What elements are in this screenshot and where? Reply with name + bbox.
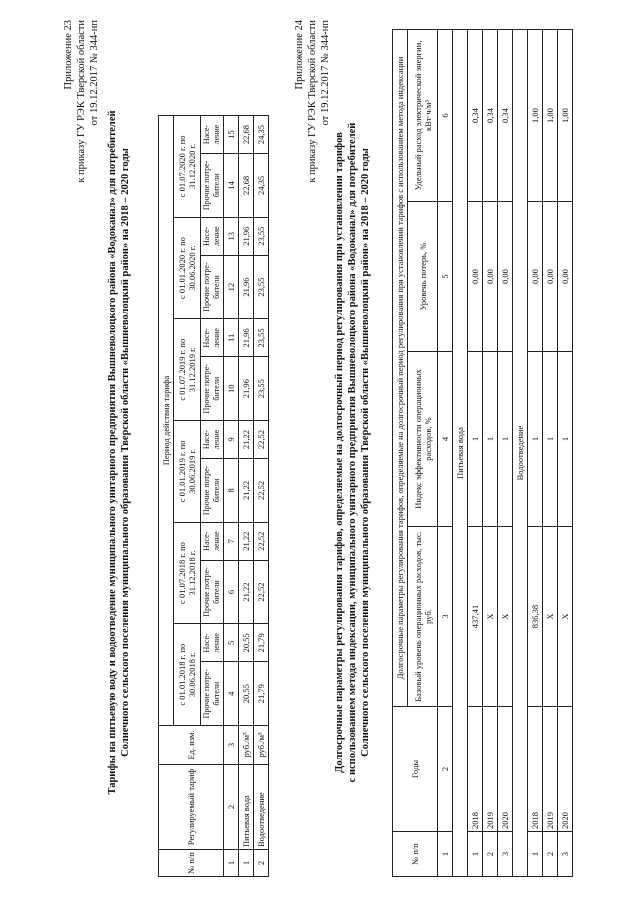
energy-consumption: 1,00: [528, 30, 543, 202]
loss-level: 0,00: [558, 202, 573, 352]
efficiency-index: 1: [498, 352, 513, 527]
column-number: 5: [438, 202, 453, 352]
tariff-value: 21,22: [239, 421, 254, 459]
tariff-value: 21,22: [239, 459, 254, 523]
column-number: 5: [224, 624, 239, 662]
loss-level: 0,00: [543, 202, 558, 352]
column-number: 4: [438, 352, 453, 527]
tariff-value: 21,96: [239, 217, 254, 255]
period-header-cell: с 01.01.2019 г. по 30.06.2019 г.: [174, 421, 201, 523]
column-number: 10: [224, 357, 239, 421]
appendix-23-date: от 19.12.2017 № 344-нп: [89, 20, 100, 126]
population-header: Насе-ление: [201, 522, 224, 560]
table2-title-line1: Долгосрочные параметры регулирования тарифов, определяемые на долгосрочный период регулирования при установлении тарифов: [334, 132, 345, 773]
tariff-value: 22,68: [239, 116, 254, 154]
params-table-header-row: [393, 30, 408, 877]
tariff-value: 23,55: [254, 217, 269, 255]
table-row: [558, 30, 573, 877]
appendix-24-date: от 19.12.2017 № 344-нп: [320, 20, 331, 126]
tariff-value: 23,55: [254, 357, 269, 421]
population-header: Насе-ление: [201, 217, 224, 255]
appendix-24-order: к приказу ГУ РЭК Тверской области: [307, 20, 318, 183]
tariff-value: 21,96: [239, 319, 254, 357]
base-opex: 437,41: [468, 527, 483, 707]
unit: руб./м³: [254, 726, 269, 765]
col-base-header: Базовый уровень операционных расходов, тыс. руб.: [408, 527, 438, 707]
base-opex: X: [558, 527, 573, 707]
tariff-value: 23,55: [254, 255, 269, 319]
table2-title-line3: Солнечного сельского поселения муниципального образования Тверской области «Вышневолоцкий район» на 2018 – 2020 годы: [360, 148, 371, 757]
population-header: Насе-ление: [201, 116, 224, 154]
other-consumers-header: Прочие потре-бители: [201, 459, 224, 523]
tariffs-table-header-row: [159, 116, 174, 877]
row-number: 2: [254, 850, 269, 877]
column-number: 13: [224, 217, 239, 255]
base-opex: X: [498, 527, 513, 707]
column-number: 2: [438, 707, 453, 832]
period-header-cell: с 01.01.2018 г. по 30.06.2018 г.: [174, 624, 201, 726]
col-years-header: Годы: [393, 707, 438, 832]
other-consumers-header: Прочие потре-бители: [201, 357, 224, 421]
year: 2019: [543, 707, 558, 832]
tariff-value: 20,55: [239, 624, 254, 662]
appendix-23-number: Приложение 23: [63, 20, 74, 90]
table1-title-line1: Тарифы на питьевую воду и водоотведение муниципального унитарного предприятия Вышневолоцкого района «Водоканал» для потребителей: [107, 110, 118, 795]
column-number: 11: [224, 319, 239, 357]
energy-consumption: 0,34: [468, 30, 483, 202]
period-header-cell: с 01.07.2019 г. по 31.12.2019 г.: [174, 319, 201, 421]
col-energy-header: Удельный расход электрической энергии, кВт·ч/м³: [408, 30, 438, 202]
column-number: 8: [224, 459, 239, 523]
column-number-row: [224, 116, 239, 877]
efficiency-index: 1: [543, 352, 558, 527]
year: 2020: [498, 707, 513, 832]
population-header: Насе-ление: [201, 624, 224, 662]
row-number: 2: [543, 832, 558, 877]
column-number: 4: [224, 662, 239, 726]
loss-level: 0,00: [498, 202, 513, 352]
table1-title-line2: Солнечного сельского поселения муниципального образования Тверской области «Вышневолоцкий район» на 2018 – 2020 годы: [120, 148, 131, 757]
year: 2018: [528, 707, 543, 832]
period-header-cell: с 01.01.2020 г. по 30.06.2020 г.: [174, 217, 201, 319]
column-number: 12: [224, 255, 239, 319]
efficiency-index: 1: [483, 352, 498, 527]
table-row: [543, 30, 558, 877]
period-header-cell: с 01.07.2018 г. по 31.12.2018 г.: [174, 522, 201, 624]
column-number: 9: [224, 421, 239, 459]
tariff-value: 21,22: [239, 560, 254, 624]
tariff-value: 21,79: [254, 662, 269, 726]
base-opex: 836,38: [528, 527, 543, 707]
row-number: 3: [498, 832, 513, 877]
loss-level: 0,00: [468, 202, 483, 352]
col-num-header: № п/п: [159, 850, 224, 877]
appendix-23-order: к приказу ГУ РЭК Тверской области: [76, 20, 87, 183]
tariff-value: 21,22: [239, 522, 254, 560]
row-number: 2: [483, 832, 498, 877]
section-row: [513, 30, 528, 877]
column-number-row: [438, 30, 453, 877]
appendix-24-number: Приложение 24: [294, 20, 305, 90]
population-header: Насе-ление: [201, 421, 224, 459]
col-index-header: Индекс эффективности операционных расходов, %: [408, 352, 438, 527]
energy-consumption: 1,00: [543, 30, 558, 202]
section-title: Водоотведение: [513, 30, 528, 877]
tariff-name: Водоотведение: [254, 765, 269, 850]
row-number: 1: [528, 832, 543, 877]
tariff-value: 22,52: [254, 459, 269, 523]
tariff-value: 21,96: [239, 255, 254, 319]
section-row: [453, 30, 468, 877]
loss-level: 0,00: [483, 202, 498, 352]
tariffs-table: [158, 115, 269, 877]
table-row: [498, 30, 513, 877]
column-number: 3: [224, 726, 239, 765]
column-number: 1: [438, 832, 453, 877]
other-consumers-header: Прочие потре-бители: [201, 154, 224, 218]
energy-consumption: 0,34: [483, 30, 498, 202]
appendix-24-header: [293, 20, 332, 183]
tariff-value: 22,52: [254, 560, 269, 624]
table1-title: [106, 14, 132, 891]
col-num-header: № п/п: [393, 832, 438, 877]
energy-consumption: 0,34: [498, 30, 513, 202]
tariff-name: Питьевая вода: [239, 765, 254, 850]
tariff-value: 22,52: [254, 421, 269, 459]
tariff-value: 21,79: [254, 624, 269, 662]
col-unit-header: Ед. изм.: [159, 726, 224, 765]
table-row: [468, 30, 483, 877]
table2-title-line2: с использованием метода индексации, муниципального унитарного предприятия Вышневолоцкого района «Водоканал» для потребителей: [347, 122, 358, 783]
tariff-value: 22,52: [254, 522, 269, 560]
column-number: 2: [224, 765, 239, 850]
tariff-value: 20,55: [239, 662, 254, 726]
efficiency-index: 1: [468, 352, 483, 527]
column-number: 14: [224, 154, 239, 218]
column-number: 15: [224, 116, 239, 154]
table-row: [254, 116, 269, 877]
column-number: 6: [438, 30, 453, 202]
energy-consumption: 1,00: [558, 30, 573, 202]
period-header-cell: с 01.07.2020 г. по 31.12.2020 г.: [174, 116, 201, 218]
efficiency-index: 1: [528, 352, 543, 527]
loss-level: 0,00: [528, 202, 543, 352]
base-opex: X: [483, 527, 498, 707]
tariff-value: 21,96: [239, 357, 254, 421]
appendix-23-header: [62, 20, 101, 183]
tariff-value: 23,55: [254, 319, 269, 357]
row-number: 1: [239, 850, 254, 877]
row-number: 1: [468, 832, 483, 877]
long-term-parameters-table: [392, 29, 573, 877]
group-header: Долгосрочные параметры регулирования тарифов, определяемые на долгосрочный период регулирования при установлении тарифов с использованием метода индексации: [393, 30, 408, 707]
other-consumers-header: Прочие потре-бители: [201, 560, 224, 624]
other-consumers-header: Прочие потре-бители: [201, 662, 224, 726]
row-number: 3: [558, 832, 573, 877]
tariff-value: 24,35: [254, 116, 269, 154]
table2-title: [333, 14, 372, 891]
column-number: 3: [438, 527, 453, 707]
population-header: Насе-ление: [201, 319, 224, 357]
section-title: Питьевая вода: [453, 30, 468, 877]
year: 2019: [483, 707, 498, 832]
table-row: [528, 30, 543, 877]
col-loss-header: Уровень потерь, %: [408, 202, 438, 352]
period-header: Период действия тарифа: [159, 116, 174, 726]
tariff-value: 24,35: [254, 154, 269, 218]
table-row: [483, 30, 498, 877]
col-tariff-header: Регулируемый тариф: [159, 765, 224, 850]
unit: руб./м³: [239, 726, 254, 765]
column-number: 7: [224, 522, 239, 560]
efficiency-index: 1: [558, 352, 573, 527]
other-consumers-header: Прочие потре-бители: [201, 255, 224, 319]
tariff-value: 22,68: [239, 154, 254, 218]
year: 2018: [468, 707, 483, 832]
column-number: 6: [224, 560, 239, 624]
column-number: 1: [224, 850, 239, 877]
table-row: [239, 116, 254, 877]
year: 2020: [558, 707, 573, 832]
base-opex: X: [543, 527, 558, 707]
